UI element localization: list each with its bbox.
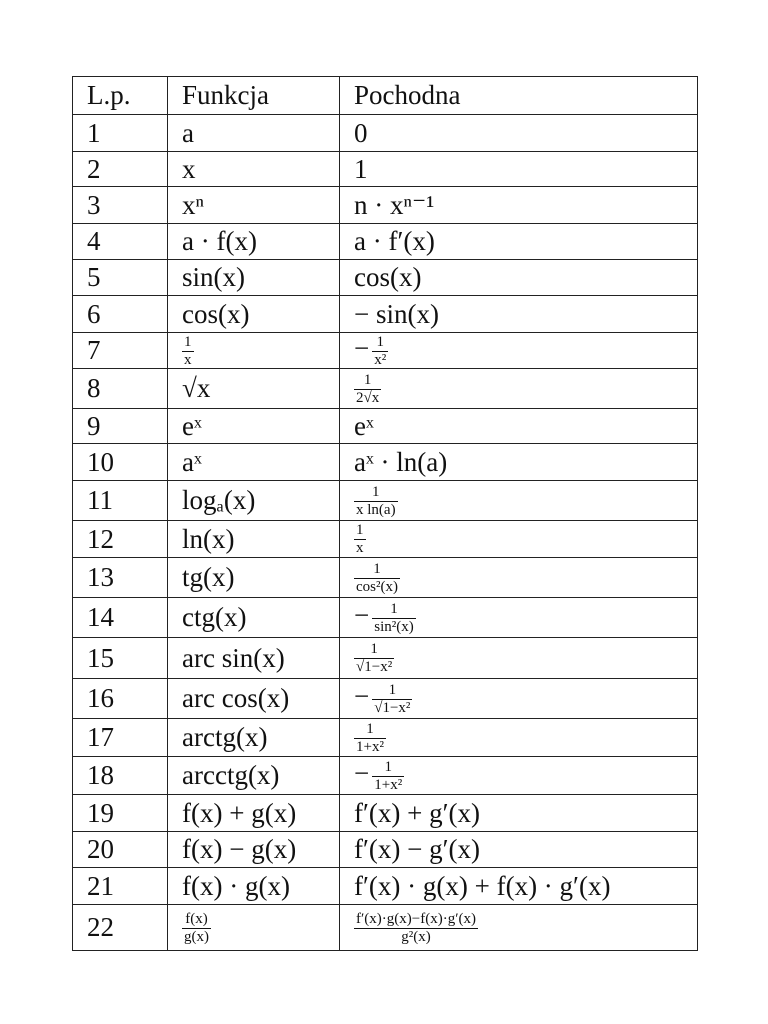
- row-number: 13: [73, 558, 168, 598]
- table-row: [73, 598, 698, 638]
- derivative-cell: [340, 757, 698, 795]
- row-number: 14: [73, 598, 168, 638]
- derivative-cell: − sin(x): [340, 296, 698, 333]
- fraction-numerator: 1: [356, 522, 364, 539]
- fraction: [372, 602, 416, 635]
- row-number: 15: [73, 638, 168, 679]
- derivative-cell: [340, 719, 698, 757]
- header-lp: L.p.: [73, 77, 168, 115]
- row-number: 7: [73, 333, 168, 369]
- fraction-numerator: 1: [372, 602, 416, 619]
- fraction-numerator: 1: [354, 642, 394, 659]
- fraction-numerator: 1: [354, 722, 386, 739]
- fraction-numerator: f(x): [182, 912, 211, 929]
- function-cell: arcctg(x): [168, 757, 340, 795]
- row-number: 21: [73, 868, 168, 905]
- fraction-denominator: g²(x): [401, 928, 431, 945]
- function-cell: xⁿ: [168, 187, 340, 224]
- derivative-cell: [340, 558, 698, 598]
- fraction-denominator: x: [356, 540, 364, 557]
- fraction-denominator: 1+x²: [374, 776, 403, 793]
- row-number: 16: [73, 679, 168, 719]
- table-row: [73, 905, 698, 951]
- derivative-cell: f′(x) · g(x) + f(x) · g′(x): [340, 868, 698, 905]
- row-number: 6: [73, 296, 168, 333]
- fraction-numerator: f′(x)·g(x)−f(x)·g′(x): [356, 910, 476, 927]
- fraction: [354, 912, 478, 945]
- table-row: [73, 152, 698, 187]
- function-cell: tg(x): [168, 558, 340, 598]
- minus-sign: −: [354, 333, 370, 364]
- function-cell: arctg(x): [168, 719, 340, 757]
- derivative-cell: cos(x): [340, 260, 698, 296]
- function-cell: f(x) + g(x): [168, 795, 340, 832]
- function-cell: a · f(x): [168, 224, 340, 260]
- table-row: [73, 187, 698, 224]
- row-number: 4: [73, 224, 168, 260]
- function-cell: sin(x): [168, 260, 340, 296]
- table-row: [73, 868, 698, 905]
- function-cell: aˣ: [168, 444, 340, 481]
- row-number: 20: [73, 832, 168, 868]
- fraction: [354, 523, 366, 556]
- table-row: [73, 115, 698, 152]
- row-number: 11: [73, 481, 168, 521]
- derivatives-table: [72, 76, 698, 951]
- header-function: Funkcja: [168, 77, 340, 115]
- function-cell: logₐ(x): [168, 481, 340, 521]
- row-number: 22: [73, 905, 168, 951]
- fraction-denominator: 2√x: [356, 389, 380, 406]
- table-row: [73, 558, 698, 598]
- fraction-numerator: 1: [372, 760, 404, 777]
- derivative-cell: 1: [340, 152, 698, 187]
- fraction-numerator: 1: [354, 485, 398, 502]
- derivative-cell: [340, 369, 698, 409]
- minus-sign: −: [354, 681, 370, 712]
- table-row: [73, 444, 698, 481]
- function-cell: [168, 905, 340, 951]
- fraction-denominator: 1+x²: [356, 738, 384, 755]
- function-cell: ctg(x): [168, 598, 340, 638]
- row-number: 2: [73, 152, 168, 187]
- derivative-cell: aˣ · ln(a): [340, 444, 698, 481]
- function-cell: arc sin(x): [168, 638, 340, 679]
- table-row: [73, 832, 698, 868]
- row-number: 1: [73, 115, 168, 152]
- function-cell: [168, 333, 340, 369]
- row-number: 19: [73, 795, 168, 832]
- fraction: [354, 485, 398, 518]
- row-number: 8: [73, 369, 168, 409]
- fraction: [354, 373, 381, 406]
- derivative-cell: [340, 598, 698, 638]
- function-cell: cos(x): [168, 296, 340, 333]
- fraction-denominator: x ln(a): [356, 501, 396, 518]
- derivative-cell: f′(x) + g′(x): [340, 795, 698, 832]
- fraction-numerator: 1: [372, 683, 412, 700]
- fraction: [354, 562, 400, 595]
- fraction: [372, 335, 388, 368]
- derivative-cell: [340, 481, 698, 521]
- fraction: [354, 722, 386, 755]
- fraction: [182, 912, 211, 945]
- table-row: [73, 638, 698, 679]
- fraction-numerator: 1: [184, 333, 192, 350]
- row-number: 17: [73, 719, 168, 757]
- derivative-cell: 0: [340, 115, 698, 152]
- fraction: [354, 642, 394, 675]
- fraction: [372, 683, 412, 716]
- table-row: [73, 481, 698, 521]
- fraction: [372, 760, 404, 793]
- function-cell: arc cos(x): [168, 679, 340, 719]
- fraction-denominator: x: [184, 351, 192, 368]
- table-row: [73, 521, 698, 558]
- row-number: 12: [73, 521, 168, 558]
- fraction-numerator: 1: [354, 562, 400, 579]
- row-number: 5: [73, 260, 168, 296]
- table-row: [73, 795, 698, 832]
- minus-sign: −: [354, 600, 370, 631]
- header-derivative: Pochodna: [340, 77, 698, 115]
- function-cell: √x: [168, 369, 340, 409]
- function-cell: x: [168, 152, 340, 187]
- derivative-cell: [340, 679, 698, 719]
- fraction-denominator: √1−x²: [356, 659, 393, 676]
- fraction-denominator: √1−x²: [374, 699, 411, 716]
- fraction: [182, 335, 194, 368]
- table-row: [73, 719, 698, 757]
- derivative-cell: a · f′(x): [340, 224, 698, 260]
- function-cell: a: [168, 115, 340, 152]
- table-row: [73, 296, 698, 333]
- derivative-cell: n · xⁿ⁻¹: [340, 187, 698, 224]
- row-number: 10: [73, 444, 168, 481]
- function-cell: f(x) − g(x): [168, 832, 340, 868]
- table-row: [73, 369, 698, 409]
- table-row: [73, 679, 698, 719]
- fraction-numerator: 1: [372, 335, 388, 352]
- row-number: 3: [73, 187, 168, 224]
- derivative-cell: [340, 333, 698, 369]
- table-row: [73, 409, 698, 444]
- fraction-denominator: x²: [374, 351, 387, 368]
- function-cell: ln(x): [168, 521, 340, 558]
- fraction-denominator: g(x): [184, 928, 209, 945]
- header-row: [73, 77, 698, 115]
- fraction-denominator: sin²(x): [374, 618, 414, 635]
- table-row: [73, 757, 698, 795]
- derivative-cell: [340, 521, 698, 558]
- function-cell: f(x) · g(x): [168, 868, 340, 905]
- row-number: 18: [73, 757, 168, 795]
- fraction-numerator: 1: [354, 373, 381, 390]
- derivative-cell: f′(x) − g′(x): [340, 832, 698, 868]
- derivative-cell: [340, 638, 698, 679]
- minus-sign: −: [354, 758, 370, 789]
- row-number: 9: [73, 409, 168, 444]
- table-row: [73, 260, 698, 296]
- derivative-cell: [340, 905, 698, 951]
- table-row: [73, 333, 698, 369]
- fraction-denominator: cos²(x): [356, 578, 398, 595]
- table-row: [73, 224, 698, 260]
- function-cell: eˣ: [168, 409, 340, 444]
- derivative-cell: eˣ: [340, 409, 698, 444]
